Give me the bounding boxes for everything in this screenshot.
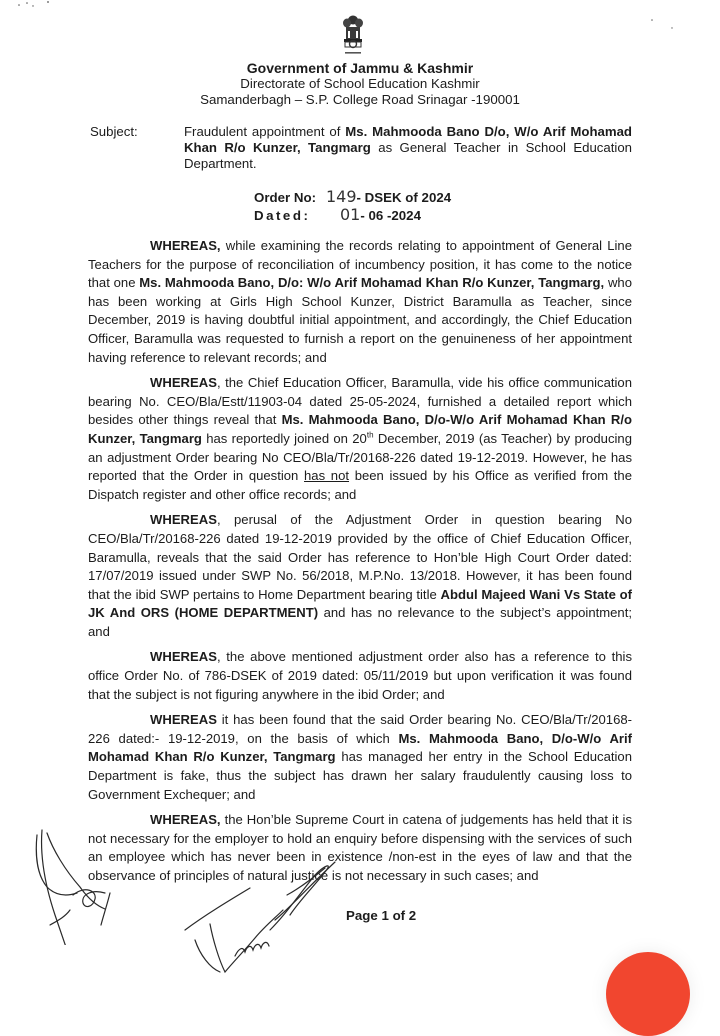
whereas-paragraph-2	[88, 374, 632, 504]
whereas-paragraph-1	[88, 237, 632, 367]
directorate-address: Samanderbagh – S.P. College Road Srinagar -190001	[200, 92, 520, 107]
whereas-label: WHEREAS	[150, 375, 217, 391]
paragraph-text: who has been working at Girls High School Kunzer, District Baramulla as Teacher, since December, 2019 is having doubtful initial appointment, and accordingly, the Chief Education Officer, Baramulla was requested to furnish a report on the genuineness of her appointment having reference to relevant records; and	[88, 275, 632, 365]
whereas-label: WHEREAS,	[150, 238, 221, 253]
subject-block	[88, 124, 632, 172]
subject-pre: Fraudulent appointment of	[184, 124, 346, 139]
paragraph-text: while examining the records relating to appointment of General Line Teachers for the purpose of reconciliation of incumbency position, it has come to the notice that one	[88, 238, 632, 291]
paragraph-text: , perusal of the Adjustment Order in question bearing No CEO/Bla/Tr/20168-226 dated 19-12-2019 provided by the office of Chief Education Officer, Baramulla, reveals that the said Order has reference to Hon’ble High Court Order dated: 17/07/2019 issued under SWP No. 56/2018, M.P.No. 13/2018. However, it has been found that the ibid SWP pertains to Home Department bearing title	[88, 512, 632, 602]
officer-signature	[175, 860, 345, 976]
dated-suffix: - 06 -2024	[360, 208, 421, 223]
paragraph-text: and has no relevance to the subject’s appointment; and	[88, 605, 632, 639]
directorate-name: Directorate of School Education Kashmir	[240, 76, 480, 91]
state-emblem-icon	[339, 14, 367, 58]
whereas-label: WHEREAS	[150, 712, 217, 728]
employee-name: Ms. Mahmooda Bano, D/o-W/o Arif Mohamad Khan R/o Kunzer, Tangmarg	[88, 730, 632, 765]
paragraph-text: been issued by his Office as verified from the Dispatch register and other office records; and	[88, 468, 632, 502]
paragraph-text: has reportedly joined on 20	[201, 430, 367, 446]
government-title: Government of Jammu & Kashmir	[246, 60, 474, 76]
whereas-paragraph-5	[88, 711, 632, 804]
paragraph-text: , the Chief Education Officer, Baramulla, vide his office communication bearing No. CEO/Bla/Estt/11903-04 dated 25-05-2024, furnished a detailed report which besides other things reveal that	[88, 375, 632, 428]
whereas-label: WHEREAS	[150, 512, 217, 528]
employee-name: Ms. Mahmooda Bano, D/o: W/o Arif Mohamad Khan R/o Kunzer, Tangmarg,	[139, 275, 605, 291]
whereas-paragraph-3	[88, 511, 632, 641]
whereas-paragraph-6	[88, 811, 632, 885]
whereas-label: WHEREAS,	[150, 812, 221, 828]
whereas-label: WHEREAS	[150, 649, 217, 665]
page-number: Page 1 of 2	[346, 907, 417, 923]
ordinal-suffix: th	[366, 430, 374, 440]
employee-name: Ms. Mahmooda Bano, D/o-W/o Arif Mohamad Khan R/o Kunzer, Tangmarg	[88, 412, 633, 446]
paragraph-text: has managed her entry in the School Education Department is fake, thus the subject has drawn her salary fraudulently causing loss to Government Exchequer; and	[88, 749, 632, 802]
order-no-handwritten: 149	[326, 187, 357, 206]
subject-label: Subject:	[90, 124, 138, 139]
initials-signature	[25, 825, 135, 945]
subject-post: as General Teacher in School Education Department.	[184, 140, 633, 171]
order-no-label: Order No:	[254, 190, 317, 205]
underlined-text: has not	[304, 468, 350, 484]
case-title: Abdul Majeed Wani Vs State of JK And ORS (HOME DEPARTMENT)	[88, 586, 632, 621]
order-date-row	[254, 206, 632, 224]
subject-text	[184, 124, 632, 172]
document-body	[88, 0, 632, 923]
paragraph-text: it has been found that the said Order bearing No. CEO/Bla/Tr/20168-226 dated:- 19-12-2019, on the basis of which	[88, 712, 632, 746]
order-number-row	[254, 188, 632, 206]
order-block	[254, 188, 632, 224]
whereas-paragraph-4	[88, 648, 632, 704]
dated-label: Dated:	[254, 208, 311, 223]
paragraph-text: December, 2019 (as Teacher) by producing an adjustment Order bearing No CEO/Bla/Tr/20168-226 dated 19-12-2019. However, he has reported that the Order in question	[88, 430, 632, 484]
floating-action-button[interactable]	[606, 952, 690, 1036]
paragraph-text: , the above mentioned adjustment order also has a reference to this office Order No. of 786-DSEK of 2019 dated: 05/11/2019 but upon verification it was found that the subject is not figuring anywhere in the ibid Order; and	[88, 649, 632, 702]
order-no-suffix: - DSEK of 2024	[356, 190, 452, 205]
dated-day-handwritten: 01	[340, 205, 361, 224]
subject-name: Ms. Mahmooda Bano D/o, W/o Arif Mohamad Khan R/o Kunzer, Tangmarg	[184, 124, 632, 155]
paragraph-text: the Hon’ble Supreme Court in catena of judgements has held that it is not necessary for the employer to hold an enquiry before dispensing with the services of such an employee which has never been in existence /non-est in the eyes of law and that the observance of principles of natural justice is not necessary in such cases; and	[88, 812, 632, 883]
